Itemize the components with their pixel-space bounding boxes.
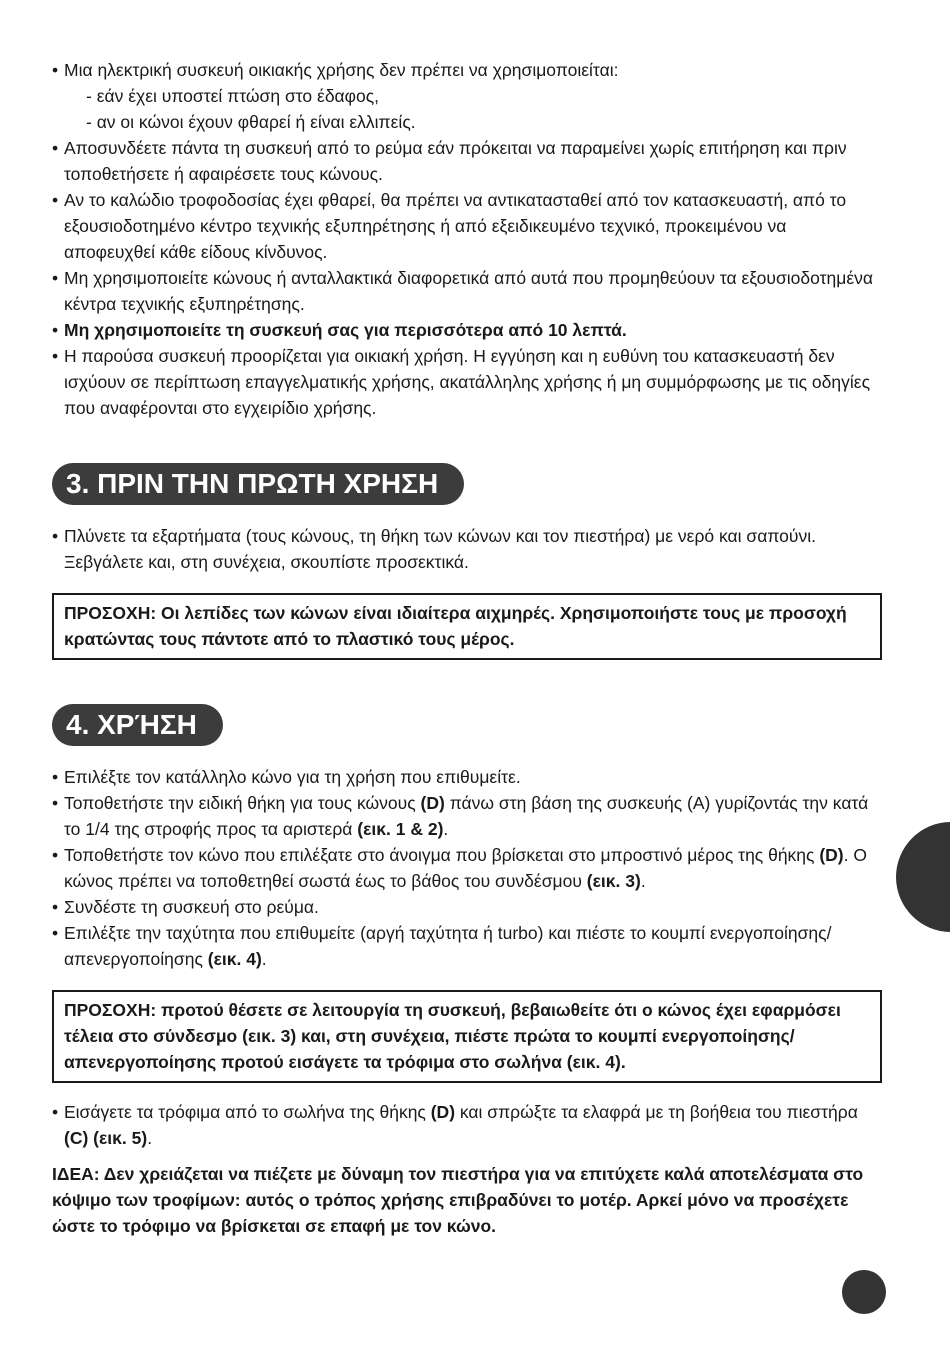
bold-ref: (εικ. 3) xyxy=(586,871,641,891)
manual-page xyxy=(52,57,882,1239)
bold-warning-text: Μη χρησιμοποιείτε τη συσκευή σας για περισσότερα από 10 λεπτά. xyxy=(64,320,627,340)
bullet-text: Μια ηλεκτρική συσκευή οικιακής χρήσης δεν πρέπει να χρησιμοποιείται: xyxy=(64,60,619,80)
bold-ref: (εικ. 1 & 2) xyxy=(357,819,444,839)
text: Τοποθετήστε τον κώνο που επιλέξατε στο άνοιγμα που βρίσκεται στο μπροστινό μέρος της θήκης xyxy=(64,845,820,865)
text: Εισάγετε τα τρόφιμα από το σωλήνα της θήκης xyxy=(64,1102,431,1122)
warning-box: ΠΡΟΣΟΧΗ: προτού θέσετε σε λειτουργία τη συσκευή, βεβαιωθείτε ότι ο κώνος έχει εφαρμόσει τέλεια στο σύνδεσμο (εικ. 3) και, στη συνέχεια, πιέστε πρώτα το κουμπί ενεργοποίησης/απενεργοποίησης προτού εισάγετε τα τρόφιμα στο σωλήνα (εικ. 4). xyxy=(52,990,882,1083)
bold-ref: (εικ. 4) xyxy=(207,949,262,969)
page-number-marker xyxy=(842,1270,886,1314)
list-item xyxy=(52,842,882,894)
list-item: • Η παρούσα συσκευή προορίζεται για οικιακή χρήση. Η εγγύηση και η ευθύνη του κατασκευαστή δεν ισχύουν σε περίπτωση επαγγελματικής χρήσης, ακατάλληλης χρήσης ή μη συμμόρφωσης με τις οδηγίες που αναφέρονται στο εγχειρίδιο χρήσης. xyxy=(52,343,882,421)
list-item: • Επιλέξτε τον κατάλληλο κώνο για τη χρήση που επιθυμείτε. xyxy=(52,764,882,790)
text: . Ο κώνος πρέπει να τοποθετηθεί σωστά έως το βάθος του συνδέσμου xyxy=(64,845,867,891)
text: Τοποθετήστε την ειδική θήκη για τους κώνους xyxy=(64,793,421,813)
safety-bullet-list xyxy=(52,57,882,421)
section-4-heading: 4. ΧΡΉΣΗ xyxy=(52,704,223,746)
sub-item: - εάν έχει υποστεί πτώση στο έδαφος, xyxy=(86,86,380,106)
section-4-list-continued xyxy=(52,1099,882,1151)
list-item: • Συνδέστε τη συσκευή στο ρεύμα. xyxy=(52,894,882,920)
text: και σπρώξτε τα ελαφρά με τη βοήθεια του πιεστήρα xyxy=(455,1102,858,1122)
tip-paragraph: ΙΔΕΑ: Δεν χρειάζεται να πιέζετε με δύναμη τον πιεστήρα για να επιτύχετε καλά αποτελέσματα στο κόψιμο των τροφίμων: αυτός ο τρόπος χρήσης επιβραδύνει το μοτέρ. Αρκεί μόνο να προσέχετε ώστε το τρόφιμο να βρίσκεται σε επαφή με τον κώνο. xyxy=(52,1164,864,1236)
text: . xyxy=(443,819,449,839)
list-item xyxy=(52,920,882,972)
bold-ref: (C) (εικ. 5) xyxy=(64,1128,148,1148)
text: πάνω στη βάση της συσκευής (A) γυρίζοντάς την κατά το 1/4 της στροφής προς τα αριστερά xyxy=(64,793,869,839)
list-item xyxy=(52,317,882,343)
list-item: • Αν το καλώδιο τροφοδοσίας έχει φθαρεί, θα πρέπει να αντικατασταθεί από τον κατασκευαστή, από το εξουσιοδοτημένο κέντρο τεχνικής εξυπηρέτησης ή από εξειδικευμένο τεχνικό, προκειμένου να αποφευχθεί κάθε είδους κίνδυνος. xyxy=(52,187,882,265)
language-tab-marker xyxy=(896,822,950,932)
text: . xyxy=(261,949,267,969)
bold-ref: (D) xyxy=(819,845,844,865)
list-item xyxy=(52,57,882,135)
bold-ref: (D) xyxy=(430,1102,456,1122)
bold-ref: (D) xyxy=(420,793,445,813)
text: . xyxy=(640,871,646,891)
section-4-list xyxy=(52,764,882,972)
list-item xyxy=(52,1099,882,1151)
list-item xyxy=(52,790,882,842)
warning-box: ΠΡΟΣΟΧΗ: Οι λεπίδες των κώνων είναι ιδιαίτερα αιχμηρές. Χρησιμοποιήστε τους με προσοχή κρατώντας τους πάντοτε από το πλαστικό τους μέρος. xyxy=(52,593,882,660)
list-item: • Πλύνετε τα εξαρτήματα (τους κώνους, τη θήκη των κώνων και τον πιεστήρα) με νερό και σαπούνι. Ξεβγάλετε και, στη συνέχεια, σκουπίστε προσεκτικά. xyxy=(52,523,882,575)
text: . xyxy=(147,1128,153,1148)
text: Επιλέξτε την ταχύτητα που επιθυμείτε (αργή ταχύτητα ή turbo) και πιέστε το κουμπί ενεργοποίησης/απενεργοποίησης xyxy=(64,923,832,969)
list-item: • Αποσυνδέετε πάντα τη συσκευή από το ρεύμα εάν πρόκειται να παραμείνει χωρίς επιτήρηση και πριν τοποθετήσετε ή αφαιρέσετε τους κώνους. xyxy=(52,135,882,187)
section-3-heading: 3. ΠΡΙΝ ΤΗΝ ΠΡΩΤΗ ΧΡΗΣΗ xyxy=(52,463,464,505)
sub-item: - αν οι κώνοι έχουν φθαρεί ή είναι ελλιπείς. xyxy=(86,112,416,132)
section-3-list xyxy=(52,523,882,575)
list-item: • Μη χρησιμοποιείτε κώνους ή ανταλλακτικά διαφορετικά από αυτά που προμηθεύουν τα εξουσιοδοτημένα κέντρα τεχνικής εξυπηρέτησης. xyxy=(52,265,882,317)
